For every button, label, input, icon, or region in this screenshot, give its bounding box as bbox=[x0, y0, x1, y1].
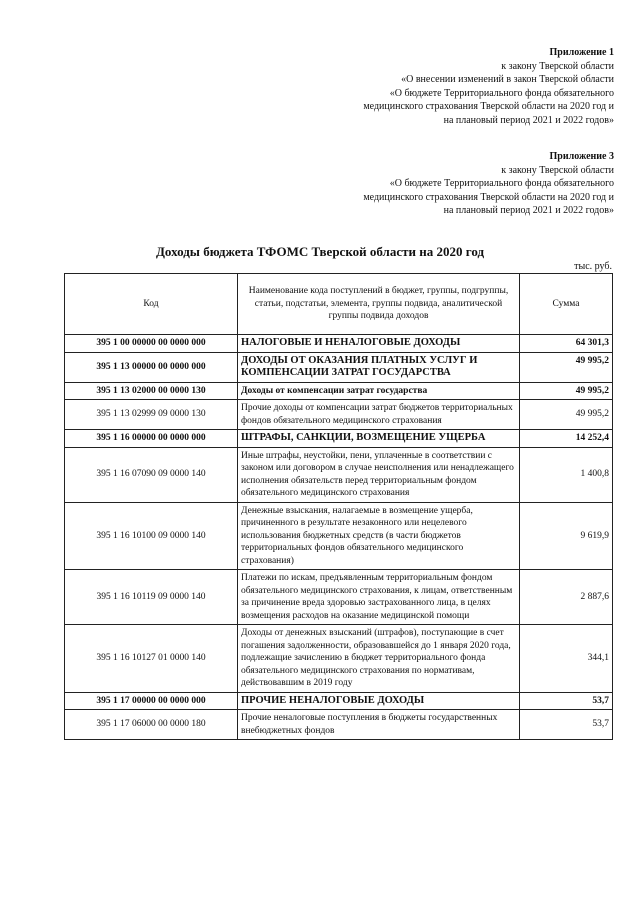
row-name: ШТРАФЫ, САНКЦИИ, ВОЗМЕЩЕНИЕ УЩЕРБА bbox=[238, 430, 520, 448]
header-code: Код bbox=[65, 274, 238, 335]
row-name: Прочие доходы от компенсации затрат бюджетов территориальных фондов обязательного медицинского страхования bbox=[238, 400, 520, 430]
row-name: Доходы от денежных взысканий (штрафов), поступающие в счет погашения задолженности, образовавшейся до 1 января 2020 года, подлежащие зачислению в бюджет территориального фонда обязательного медицинского страхования по нормативам, действовавшим в 2019 году bbox=[238, 625, 520, 693]
appendix-3-heading: Приложение 3 bbox=[549, 151, 614, 162]
row-name: ПРОЧИЕ НЕНАЛОГОВЫЕ ДОХОДЫ bbox=[238, 692, 520, 710]
header-sum: Сумма bbox=[520, 274, 613, 335]
row-name: НАЛОГОВЫЕ И НЕНАЛОГОВЫЕ ДОХОДЫ bbox=[238, 335, 520, 353]
row-code: 395 1 00 00000 00 0000 000 bbox=[65, 335, 238, 353]
row-code: 395 1 16 00000 00 0000 000 bbox=[65, 430, 238, 448]
table-row bbox=[65, 692, 613, 710]
row-sum: 9 619,9 bbox=[520, 502, 613, 570]
appendix-1-heading: Приложение 1 bbox=[549, 47, 614, 58]
document-title: Доходы бюджета ТФОМС Тверской области на 2020 год bbox=[155, 244, 485, 259]
row-name: Платежи по искам, предъявленным территориальным фондом обязательного медицинского страхования, к лицам, ответственным за причинение вреда здоровью застрахованного лица, в целях возмещения расходов на оказание медицинской помощи bbox=[238, 570, 520, 625]
row-sum: 2 887,6 bbox=[520, 570, 613, 625]
row-code: 395 1 13 00000 00 0000 000 bbox=[65, 352, 238, 382]
revenue-table bbox=[64, 273, 613, 740]
appendix-3-line: на плановый период 2021 и 2022 годов» bbox=[443, 205, 614, 216]
table-row bbox=[65, 502, 613, 570]
table-body bbox=[65, 335, 613, 740]
row-sum: 64 301,3 bbox=[520, 335, 613, 353]
row-sum: 49 995,2 bbox=[520, 382, 613, 400]
table-row bbox=[65, 430, 613, 448]
row-sum: 53,7 bbox=[520, 692, 613, 710]
table-row bbox=[65, 570, 613, 625]
row-sum: 49 995,2 bbox=[520, 400, 613, 430]
appendix-3-line: «О бюджете Территориального фонда обязательного bbox=[389, 178, 614, 189]
table-row bbox=[65, 335, 613, 353]
appendix-3-line: медицинского страхования Тверской области на 2020 год и bbox=[363, 191, 614, 203]
appendix-1-line: медицинского страхования Тверской области на 2020 год и bbox=[363, 101, 614, 112]
row-code: 395 1 16 10119 09 0000 140 bbox=[65, 570, 238, 625]
row-name: Денежные взыскания, налагаемые в возмещение ущерба, причиненного в результате незаконного или нецелевого использования бюджетных средств (в части бюджетов территориальных фондов обязательного медицинского страхования) bbox=[238, 502, 520, 570]
table-row bbox=[65, 382, 613, 400]
row-code: 395 1 13 02999 09 0000 130 bbox=[65, 400, 238, 430]
row-code: 395 1 13 02000 00 0000 130 bbox=[65, 382, 238, 400]
appendix-1-line: на плановый период 2021 и 2022 годов» bbox=[443, 114, 614, 126]
row-code: 395 1 16 10127 01 0000 140 bbox=[65, 625, 238, 693]
row-code: 395 1 17 06000 00 0000 180 bbox=[65, 710, 238, 740]
row-sum: 53,7 bbox=[520, 710, 613, 740]
table-row bbox=[65, 710, 613, 740]
row-code: 395 1 17 00000 00 0000 000 bbox=[65, 692, 238, 710]
row-code: 395 1 16 10100 09 0000 140 bbox=[65, 502, 238, 570]
appendix-1-line: «О внесении изменений в закон Тверской области bbox=[401, 74, 614, 85]
row-sum: 1 400,8 bbox=[520, 447, 613, 502]
row-sum: 344,1 bbox=[520, 625, 613, 693]
row-name: Иные штрафы, неустойки, пени, уплаченные в соответствии с законом или договором в случае неисполнения или ненадлежащего исполнения обязательств перед территориальным фондом обязательного медицинского страхования bbox=[238, 447, 520, 502]
unit-label: тыс. руб. bbox=[574, 261, 612, 272]
table-header-row bbox=[65, 274, 613, 335]
appendix-3-block bbox=[274, 150, 614, 218]
header-name: Наименование кода поступлений в бюджет, группы, подгруппы, статьи, подстатьи, элемента, группы подвида, аналитической группы подвида доходов bbox=[238, 274, 520, 335]
row-code: 395 1 16 07090 09 0000 140 bbox=[65, 447, 238, 502]
appendix-3-line: к закону Тверской области bbox=[501, 164, 614, 176]
appendix-1-block bbox=[274, 46, 614, 127]
table-row bbox=[65, 625, 613, 693]
table-row bbox=[65, 447, 613, 502]
row-name: Прочие неналоговые поступления в бюджеты государственных внебюджетных фондов bbox=[238, 710, 520, 740]
appendix-1-line: к закону Тверской области bbox=[501, 60, 614, 72]
table-row bbox=[65, 400, 613, 430]
row-sum: 14 252,4 bbox=[520, 430, 613, 448]
row-name: ДОХОДЫ ОТ ОКАЗАНИЯ ПЛАТНЫХ УСЛУГ И КОМПЕНСАЦИИ ЗАТРАТ ГОСУДАРСТВА bbox=[238, 352, 520, 382]
appendix-1-line: «О бюджете Территориального фонда обязательного bbox=[389, 87, 614, 99]
row-sum: 49 995,2 bbox=[520, 352, 613, 382]
row-name: Доходы от компенсации затрат государства bbox=[238, 382, 520, 400]
table-row bbox=[65, 352, 613, 382]
